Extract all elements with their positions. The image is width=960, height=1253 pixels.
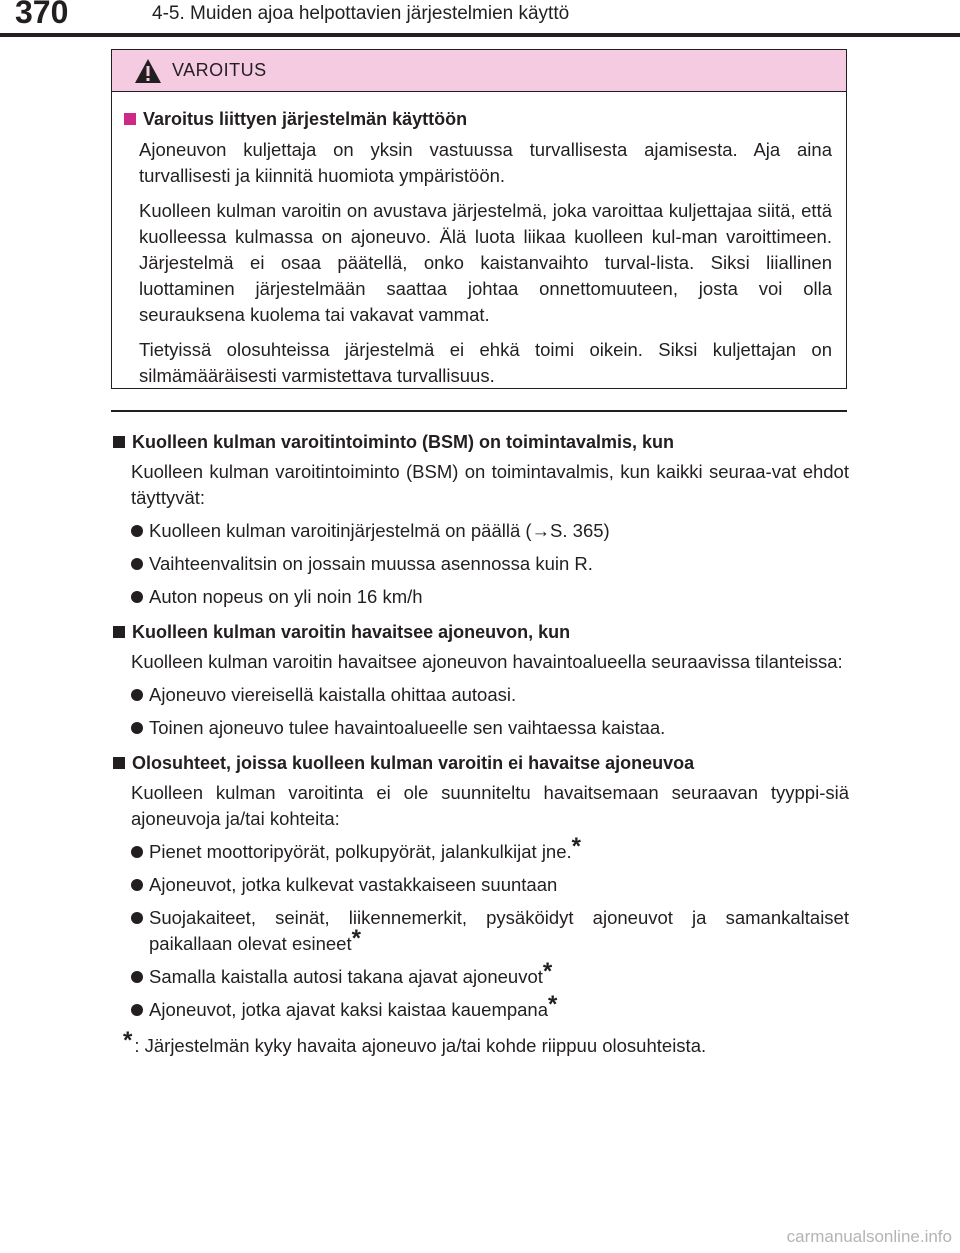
warning-heading-text: Varoitus liittyen järjestelmän käyttöön [143, 109, 468, 129]
section-intro: Kuolleen kulman varoitinta ei ole suunniteltu havaitsemaan seuraavan tyyppi-siä ajoneuvoja ja/tai kohteita: [131, 782, 849, 829]
section-intro: Kuolleen kulman varoitintoiminto (BSM) on toimintavalmis, kun kaikki seuraa-vat ehdot täyttyvät: [131, 461, 849, 508]
footnote-marker: * [123, 1027, 133, 1054]
section-heading-text: Olosuhteet, joissa kuolleen kulman varoitin ei havaitse ajoneuvoa [132, 753, 695, 773]
list-item [111, 551, 849, 577]
warning-body [112, 92, 846, 389]
bullet-dot-icon [131, 558, 143, 570]
section-heading-text: Kuolleen kulman varoitintoiminto (BSM) on toimintavalmis, kun [132, 432, 675, 452]
section-heading-text: Kuolleen kulman varoitin havaitsee ajoneuvon, kun [132, 622, 571, 642]
warning-triangle-icon [134, 58, 162, 84]
section-heading [111, 430, 849, 454]
list-item-content [149, 958, 553, 990]
list-item-text: Auton nopeus on yli noin 16 km/h [149, 586, 423, 607]
warning-box [111, 49, 847, 389]
asterisk-marker: * [351, 925, 361, 952]
list-item [111, 991, 849, 1023]
bullet-dot-icon [131, 525, 143, 537]
page-number: 370 [15, 0, 69, 30]
list-item-content [149, 833, 581, 865]
list-item [111, 715, 849, 741]
warning-heading [122, 107, 832, 131]
section-intro: Kuolleen kulman varoitin havaitsee ajoneuvon havaintoalueella seuraavissa tilanteissa: [131, 651, 843, 672]
header-rule [0, 33, 960, 37]
list-item [111, 584, 849, 610]
list-item [111, 872, 849, 898]
list-item-content [149, 991, 558, 1023]
asterisk-marker: * [542, 958, 553, 985]
section-heading [111, 620, 849, 644]
list-item-text: Samalla kaistalla autosi takana ajavat ajoneuvot [149, 966, 543, 987]
list-item-content [149, 905, 849, 957]
square-bullet-icon [113, 757, 125, 769]
warning-label: VAROITUS [172, 60, 267, 80]
list-item [111, 833, 849, 865]
list-item-text: Suojakaiteet, seinät, liikennemerkit, pysäköidyt ajoneuvot ja samankaltaiset paikallaan olevat esineet [149, 907, 849, 954]
warning-paragraph: Ajoneuvon kuljettaja on yksin vastuussa turvallisesta ajamisesta. Aja aina turvallisesti ja kiinnitä huomiota ympäristöön. [139, 139, 832, 186]
warning-header [112, 50, 846, 92]
list-item-text: Toinen ajoneuvo tulee havaintoalueelle sen vaihtaessa kaistaa. [149, 717, 666, 738]
section-heading [111, 751, 849, 775]
bullet-dot-icon [131, 1004, 143, 1016]
square-bullet-icon [113, 626, 125, 638]
warning-paragraph: Tietyissä olosuhteissa järjestelmä ei ehkä toimi oikein. Siksi kuljettajan on silmämääräisesti varmistettava turvallisuus. [139, 339, 832, 386]
list-item [111, 905, 849, 957]
bullet-dot-icon [131, 846, 143, 858]
list-item-text: Ajoneuvot, jotka kulkevat vastakkaiseen suuntaan [149, 874, 558, 895]
list-item-text: Pienet moottoripyörät, polkupyörät, jalankulkijat jne. [149, 841, 572, 862]
list-item-text: Kuolleen kulman varoitinjärjestelmä on päällä (→S. 365) [149, 520, 610, 541]
bullet-dot-icon [131, 912, 143, 924]
list-item-text: Ajoneuvo viereisellä kaistalla ohittaa autoasi. [149, 684, 517, 705]
bullet-dot-icon [131, 591, 143, 603]
section-title: 4-5. Muiden ajoa helpottavien järjestelmien käyttö [152, 3, 570, 24]
asterisk-marker: * [571, 833, 581, 860]
square-bullet-icon [113, 436, 125, 448]
square-bullet-icon [124, 113, 136, 125]
list-item-text: Ajoneuvot, jotka ajavat kaksi kaistaa kauempana [149, 999, 549, 1020]
separator-rule [111, 410, 847, 412]
main-content [111, 420, 849, 1059]
asterisk-marker: * [548, 991, 558, 1018]
footnote-text: : Järjestelmän kyky havaita ajoneuvo ja/tai kohde riippuu olosuhteista. [134, 1035, 707, 1056]
watermark: carmanualsonline.info [786, 1227, 952, 1246]
bullet-dot-icon [131, 971, 143, 983]
list-item-text: Vaihteenvalitsin on jossain muussa asennossa kuin R. [149, 553, 593, 574]
bullet-dot-icon [131, 722, 143, 734]
bullet-dot-icon [131, 689, 143, 701]
list-item [111, 518, 849, 544]
warning-paragraph: Kuolleen kulman varoitin on avustava järjestelmä, joka varoittaa kuljettajaa siitä, että kuolleessa kulmassa on ajoneuvo. Älä luota liikaa kuolleen kul-man varoittimeen. Järjestelmä ei osaa päätellä, onko kaistanvaihto turval-lista. Siksi liiallinen luottaminen järjestelmään saattaa johtaa onnettomuuteen, josta voi olla seurauksena kuolema tai vakavat vammat. [139, 200, 832, 325]
list-item [111, 682, 849, 708]
footnote [111, 1027, 849, 1059]
list-item [111, 958, 849, 990]
bullet-dot-icon [131, 879, 143, 891]
